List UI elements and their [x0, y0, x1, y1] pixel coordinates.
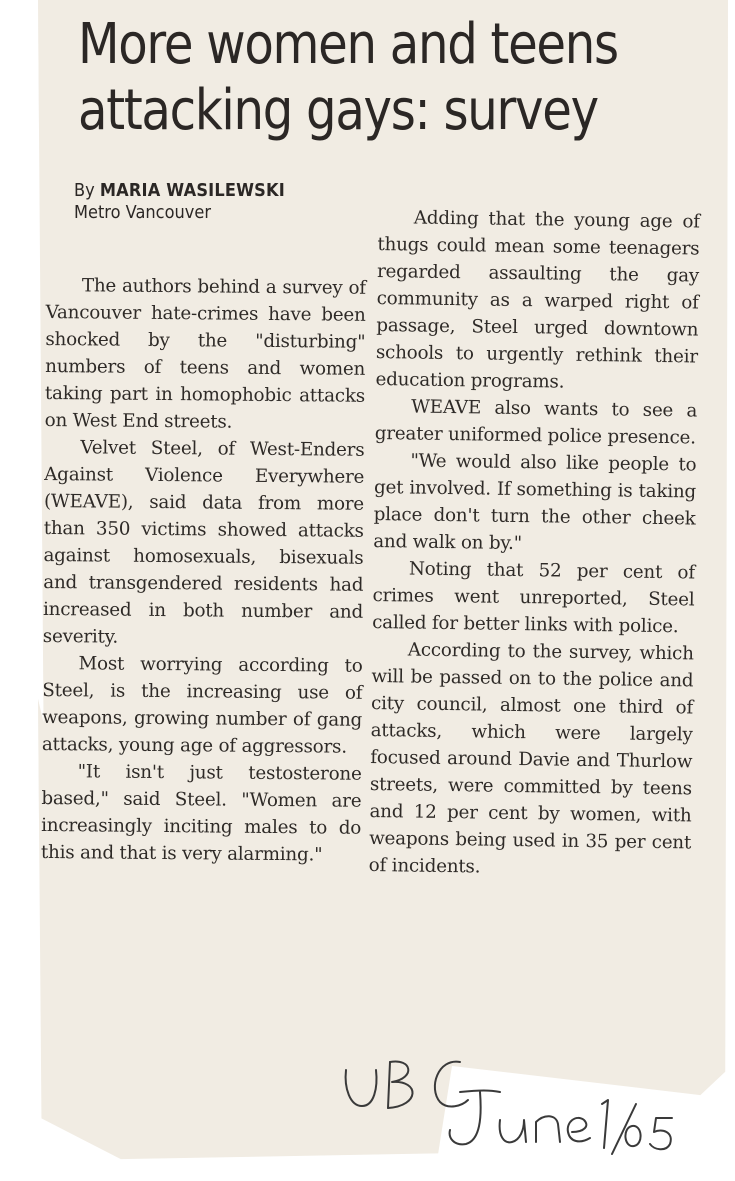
paragraph: Velvet Steel, of West-Enders Against Violence Everywhere (WEAVE), said data from more than 350 victims showed attacks against homosexuals, bisexuals and transgendered residents had increased in both number and severity. — [42, 437, 365, 648]
right-column — [369, 204, 700, 883]
author-name: MARIA WASILEWSKI — [99, 180, 285, 201]
paragraph: "We would also like people to get involved. If something is taking place don't turn the other cheek and walk on by." — [373, 450, 697, 555]
headline-line-2: attacking gays: survey — [78, 77, 598, 143]
handwriting-drawing — [340, 1048, 680, 1168]
paragraph: Noting that 52 per cent of crimes went unreported, Steel called for better links with police. — [372, 558, 696, 638]
paragraph: WEAVE also wants to see a greater uniformed police presence. — [374, 396, 698, 449]
left-column — [41, 272, 366, 869]
paragraph: According to the survey, which will be passed on to the police and city council, almost one third of attacks, which were largely focused around Davie and Thurlow streets, were committed by teens and 12 per cent by women, with weapons being used in 35 per cent of incidents. — [368, 639, 694, 878]
paragraph: "It isn't just testosterone based," said Steel. "Women are increasingly inciting males to do this and that is very alarming." — [40, 761, 362, 866]
publication-name: Metro Vancouver — [74, 201, 211, 223]
handwritten-date-note — [340, 1048, 680, 1168]
headline — [78, 12, 628, 143]
byline — [74, 180, 285, 224]
paragraph: Most worrying according to Steel, is the increasing use of weapons, growing number of gang attacks, young age of aggressors. — [41, 653, 363, 758]
byline-prefix: By — [74, 180, 95, 201]
paragraph: Adding that the young age of thugs could mean some teenagers regarded assaulting the gay community as a warped right of passage, Steel urged downtown schools to urgently rethink their education programs. — [375, 207, 700, 393]
headline-line-1: More women and teens — [78, 12, 618, 77]
paragraph: The authors behind a survey of Vancouver hate-crimes have been shocked by the "disturbing" numbers of teens and women taking part in homophobic attacks on West End streets. — [44, 275, 366, 433]
